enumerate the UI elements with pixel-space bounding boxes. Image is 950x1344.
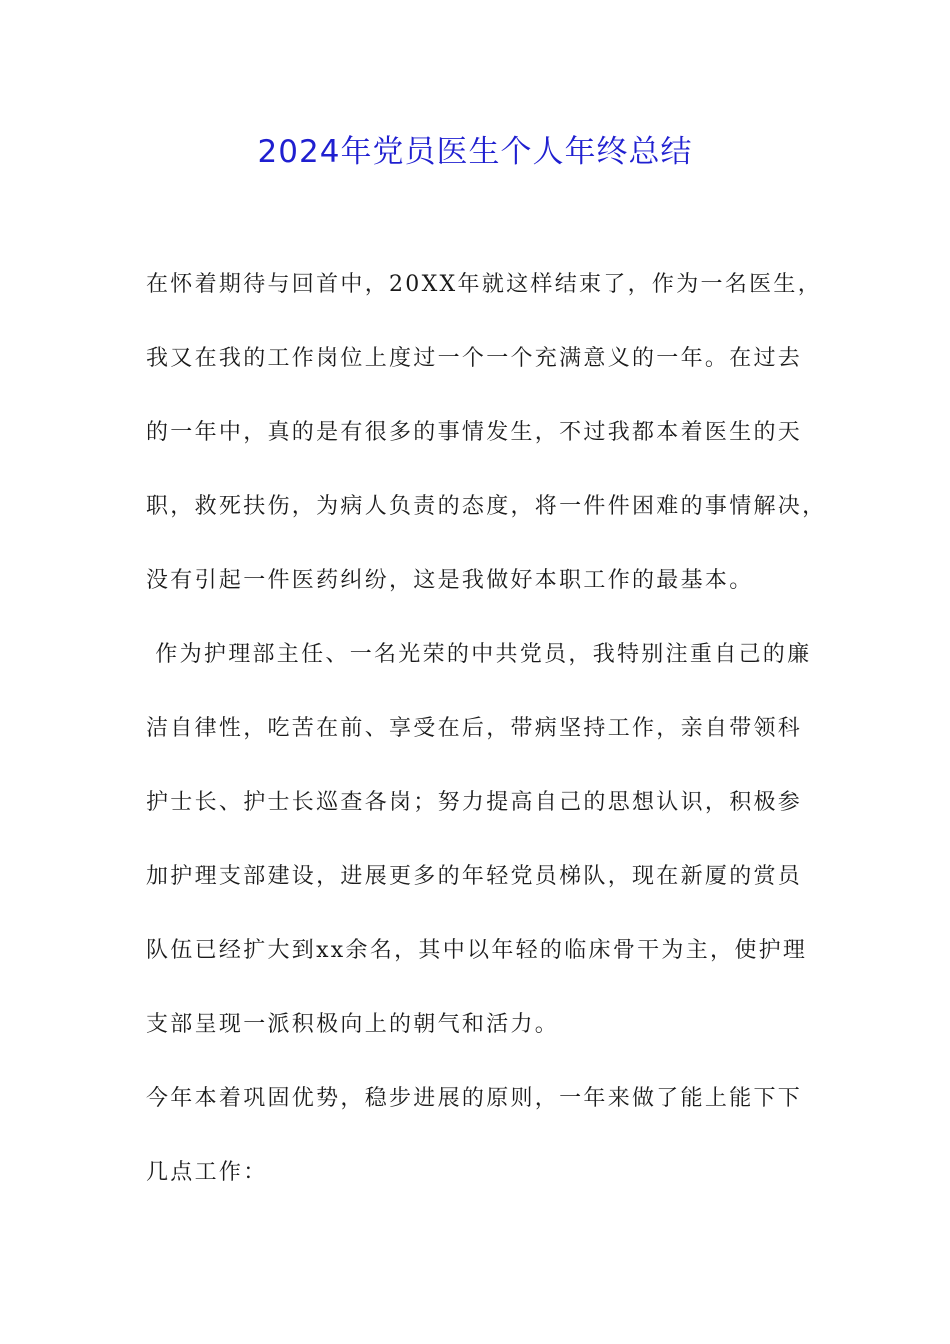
document-title: 2024年党员医生个人年终总结 [257, 134, 693, 170]
body-line: 加护理支部建设，进展更多的年轻党员梯队，现在新厦的赏员 [146, 864, 803, 889]
body-line: 职，救死扶伤，为病人负责的态度，将一件件困难的事情解决， [146, 494, 827, 519]
body-line: 没有引起一件医药纠纷，这是我做好本职工作的最基本。 [146, 568, 754, 593]
body-line: 洁自律性，吃苦在前、享受在后，带病坚持工作，亲自带领科 [146, 716, 803, 741]
body-line: 今年本着巩固优势，稳步进展的原则，一年来做了能上能下下 [146, 1086, 803, 1111]
body-line: 队伍已经扩大到xx余名，其中以年轻的临床骨干为主，使护理 [146, 938, 808, 963]
body-line: 在怀着期待与回首中，20XX年就这样结束了，作为一名医生， [146, 272, 823, 297]
document-body [146, 264, 836, 1226]
body-line: 支部呈现一派积极向上的朝气和活力。 [146, 1012, 560, 1037]
body-line: 护士长、护士长巡查各岗；努力提高自己的思想认识，积极参 [146, 790, 803, 815]
body-line: 我又在我的工作岗位上度过一个一个充满意义的一年。在过去 [146, 346, 803, 371]
body-line: 几点工作： [146, 1160, 268, 1185]
body-line: 的一年中，真的是有很多的事情发生，不过我都本着医生的天 [146, 420, 803, 445]
body-line: 作为护理部主任、一名光荣的中共党员，我特别注重自己的廉 [146, 642, 812, 667]
